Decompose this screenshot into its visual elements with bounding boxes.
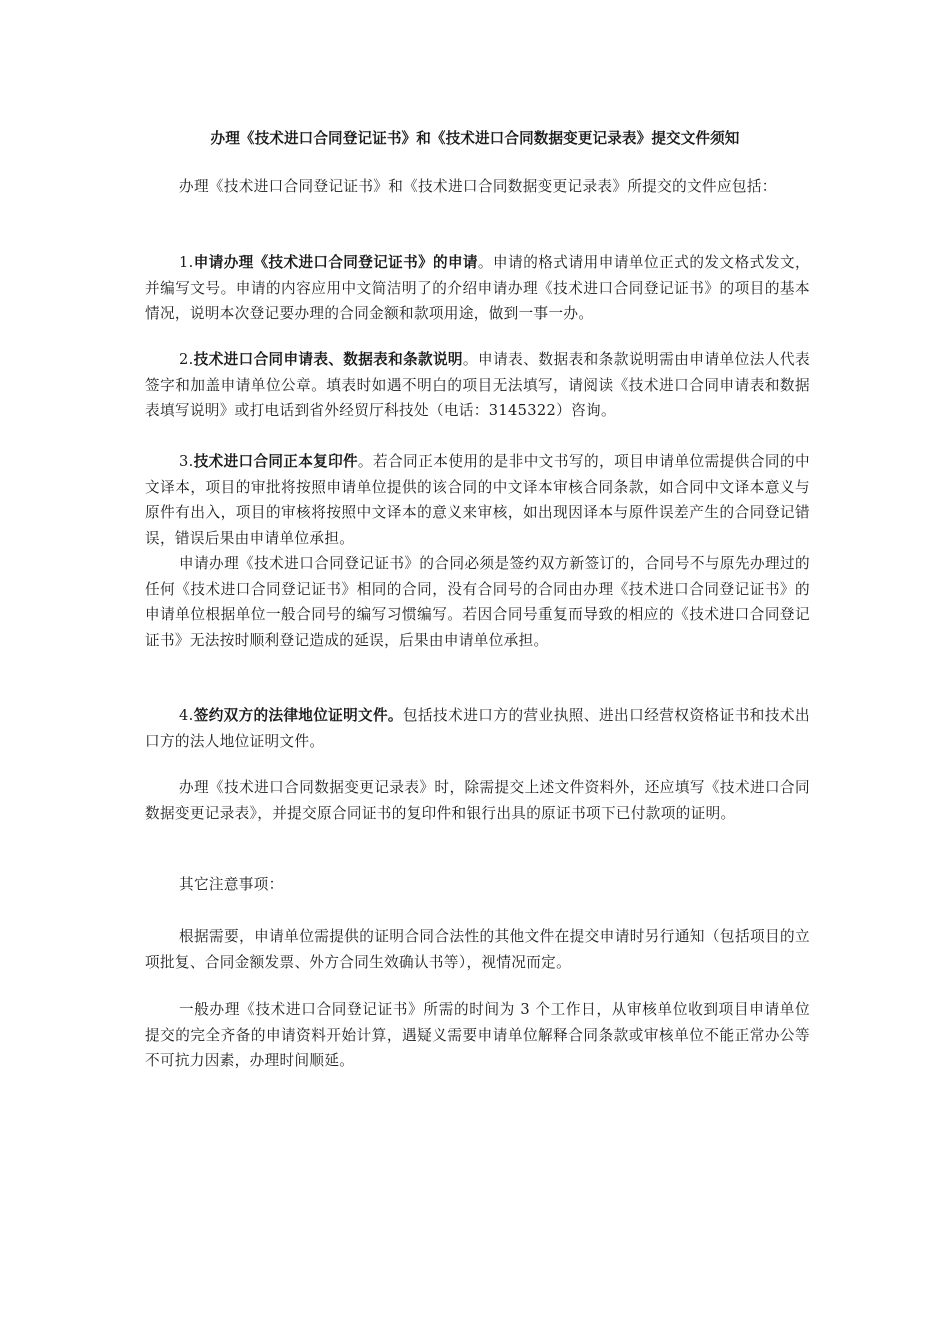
item-4-heading: 签约双方的法律地位证明文件。	[193, 707, 403, 724]
item-1-paragraph	[145, 250, 810, 327]
item-3-number: 3.	[179, 453, 194, 470]
item-4-paragraph	[145, 703, 810, 754]
item-4-text: 包括技术进口方的营业执照、进出口经营权资格证书和技术出口方的法人地位证明文件。	[145, 707, 810, 750]
other-item-1: 根据需要，申请单位需提供的证明合同合法性的其他文件在提交申请时另行通知（包括项目的立项批复、合同金额发票、外方合同生效确认书等），视情况而定。	[145, 928, 810, 971]
item-2-number: 2.	[179, 351, 194, 368]
item-3-extra-paragraph: 申请办理《技术进口合同登记证书》的合同必须是签约双方新签订的，合同号不与原先办理过的任何《技术进口合同登记证书》相同的合同，没有合同号的合同由办理《技术进口合同登记证书》的申请单位根据单位一般合同号的编写习惯编写。若因合同号重复而导致的相应的《技术进口合同登记证书》无法按时顺利登记造成的延误，后果由申请单位承担。	[145, 555, 810, 649]
item-2-text: 。申请表、数据表和条款说明需由申请单位法人代表签字和加盖申请单位公章。填表时如遇不明白的项目无法填写，请阅读《技术进口合同申请表和数据表填写说明》或打电话到省外经贸厅科技处（电话：3145322）咨询。	[145, 351, 810, 420]
intro-paragraph: 办理《技术进口合同登记证书》和《技术进口合同数据变更记录表》所提交的文件应包括：	[179, 178, 777, 195]
item-4-number: 4.	[179, 707, 194, 724]
item-1-heading: 申请办理《技术进口合同登记证书》的申请	[193, 254, 478, 271]
item-3-heading: 技术进口合同正本复印件	[193, 453, 358, 470]
document-title: 办理《技术进口合同登记证书》和《技术进口合同数据变更记录表》提交文件须知	[210, 130, 740, 147]
other-heading: 其它注意事项：	[179, 876, 284, 893]
change-note-paragraph: 办理《技术进口合同数据变更记录表》时，除需提交上述文件资料外，还应填写《技术进口合同数据变更记录表》，并提交原合同证书的复印件和银行出具的原证书项下已付款项的证明。	[145, 779, 810, 822]
item-2-heading: 技术进口合同申请表、数据表和条款说明	[193, 351, 463, 368]
item-1-number: 1.	[179, 254, 194, 271]
item-2-paragraph	[145, 347, 810, 424]
item-3-paragraph	[145, 449, 810, 551]
item-3-text: 。若合同正本使用的是非中文书写的，项目申请单位需提供合同的中文译本，项目的审批将按照申请单位提供的该合同的中文译本审核合同条款，如合同中文译本意义与原件有出入，项目的审核将按照中文译本的意义来审核，如出现因译本与原件误差产生的合同登记错误，错误后果由申请单位承担。	[145, 453, 810, 547]
other-item-2: 一般办理《技术进口合同登记证书》所需的时间为 3 个工作日，从审核单位收到项目申请单位提交的完全齐备的申请资料开始计算，遇疑义需要申请单位解释合同条款或审核单位不能正常办公等不可抗力因素，办理时间顺延。	[145, 1001, 810, 1070]
item-1-text: 。申请的格式请用申请单位正式的发文格式发文，并编写文号。申请的内容应用中文简洁明了的介绍申请办理《技术进口合同登记证书》的项目的基本情况，说明本次登记要办理的合同金额和款项用途，做到一事一办。	[145, 254, 810, 323]
